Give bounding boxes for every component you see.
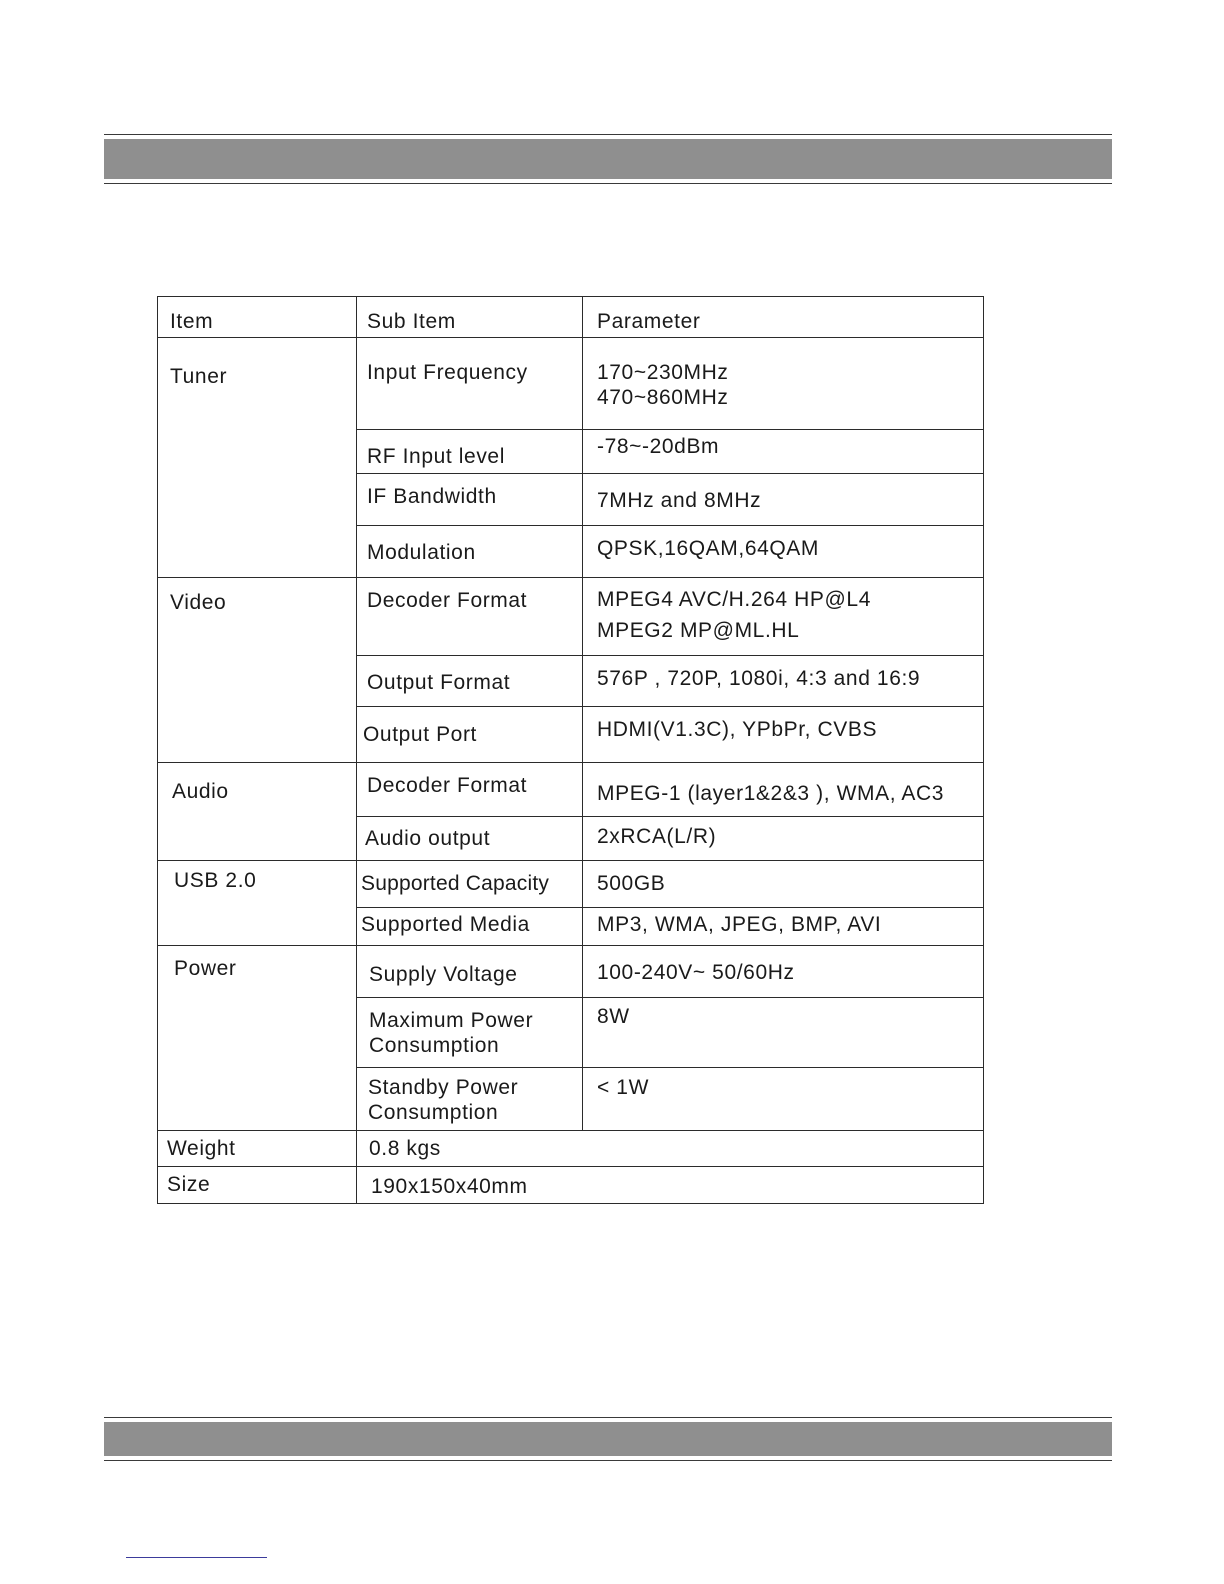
sub-item-cell: [357, 578, 583, 656]
header-cell-sub-item: [357, 297, 583, 338]
sub-item-cell: [357, 707, 583, 763]
parameter-value: QPSK,16QAM,64QAM: [597, 537, 820, 560]
group-label-usb: USB 2.0: [174, 869, 257, 892]
sub-item-label: IF Bandwidth: [367, 485, 497, 508]
value-cell-weight: [357, 1131, 984, 1167]
sub-item-cell: [357, 656, 583, 707]
header-item-label: Item: [170, 310, 214, 333]
sub-item-label: Decoder Format: [367, 774, 528, 797]
sub-item-cell: [357, 474, 583, 526]
table-row: [158, 1167, 984, 1204]
group-label-video: Video: [170, 591, 227, 614]
group-label-power: Power: [174, 957, 237, 980]
parameter-cell: [583, 763, 984, 817]
sub-item-cell: [357, 998, 583, 1068]
table-header-row: [158, 297, 984, 338]
sub-item-cell: [357, 763, 583, 817]
weight-value: 0.8 kgs: [369, 1137, 441, 1160]
parameter-cell: [583, 430, 984, 474]
parameter-value: MPEG4 AVC/H.264 HP@L4 MPEG2 MP@ML.HL: [597, 588, 871, 642]
table-row: [158, 763, 984, 817]
sub-item-label: Supported Media: [361, 913, 530, 936]
table-row: [158, 861, 984, 908]
header-parameter-label: Parameter: [597, 310, 701, 333]
group-label-weight: Weight: [167, 1137, 236, 1160]
footer-rule-top: [104, 1417, 1112, 1418]
header-rule-bottom: [104, 183, 1112, 184]
parameter-cell: [583, 817, 984, 861]
sub-item-label: Standby Power Consumption: [368, 1076, 519, 1124]
sub-item-cell: [357, 946, 583, 998]
sub-item-label: Modulation: [367, 541, 476, 564]
value-cell-size: [357, 1167, 984, 1204]
sub-item-label: Output Port: [363, 723, 477, 746]
specification-table: [157, 296, 984, 1204]
group-label-audio: Audio: [172, 780, 229, 803]
sub-item-cell: [357, 908, 583, 946]
parameter-cell: [583, 908, 984, 946]
parameter-cell: [583, 338, 984, 430]
parameter-cell: [583, 656, 984, 707]
group-cell-power: [158, 946, 357, 1131]
parameter-value: 576P , 720P, 1080i, 4:3 and 16:9: [597, 667, 921, 690]
parameter-value: -78~-20dBm: [597, 435, 720, 458]
table-row: [158, 578, 984, 656]
sub-item-cell: [357, 1068, 583, 1131]
parameter-value: 8W: [597, 1005, 630, 1028]
sub-item-label: Supported Capacity: [361, 872, 550, 895]
group-cell-weight: [158, 1131, 357, 1167]
sub-item-label: RF Input level: [367, 445, 505, 468]
header-bar: [104, 139, 1112, 179]
parameter-value: MP3, WMA, JPEG, BMP, AVI: [597, 913, 882, 936]
parameter-cell: [583, 578, 984, 656]
header-cell-parameter: [583, 297, 984, 338]
parameter-cell: [583, 474, 984, 526]
group-cell-tuner: [158, 338, 357, 578]
group-label-size: Size: [167, 1173, 211, 1196]
sub-item-cell: [357, 526, 583, 578]
sub-item-cell: [357, 430, 583, 474]
table-row: [158, 1131, 984, 1167]
footer-band: [104, 1417, 1112, 1461]
header-band: [104, 134, 1112, 184]
group-cell-audio: [158, 763, 357, 861]
group-cell-size: [158, 1167, 357, 1204]
sub-item-label: Decoder Format: [367, 589, 528, 612]
parameter-value: MPEG-1 (layer1&2&3 ), WMA, AC3: [597, 782, 945, 805]
parameter-value: HDMI(V1.3C), YPbPr, CVBS: [597, 718, 878, 741]
sub-item-cell: [357, 338, 583, 430]
parameter-cell: [583, 861, 984, 908]
header-sub-item-label: Sub Item: [367, 310, 456, 333]
group-cell-video: [158, 578, 357, 763]
header-rule-top: [104, 134, 1112, 135]
table-row: [158, 946, 984, 998]
parameter-cell: [583, 998, 984, 1068]
parameter-value: 2xRCA(L/R): [597, 825, 717, 848]
group-label-tuner: Tuner: [170, 365, 228, 388]
footer-bar: [104, 1422, 1112, 1456]
footer-link-underline: [126, 1557, 267, 1558]
parameter-cell: [583, 526, 984, 578]
sub-item-cell: [357, 861, 583, 908]
group-cell-usb: [158, 861, 357, 946]
header-cell-item: [158, 297, 357, 338]
parameter-value: < 1W: [597, 1076, 649, 1099]
size-value: 190x150x40mm: [371, 1175, 528, 1198]
parameter-value: 7MHz and 8MHz: [597, 489, 762, 512]
sub-item-label: Audio output: [365, 827, 491, 850]
sub-item-label: Input Frequency: [367, 361, 528, 384]
parameter-value: 500GB: [597, 872, 666, 895]
parameter-cell: [583, 946, 984, 998]
parameter-cell: [583, 1068, 984, 1131]
footer-rule-bottom: [104, 1460, 1112, 1461]
sub-item-label: Output Format: [367, 671, 511, 694]
sub-item-label: Supply Voltage: [369, 963, 518, 986]
table-row: [158, 338, 984, 430]
sub-item-label: Maximum Power Consumption: [369, 1009, 534, 1057]
parameter-value: 170~230MHz 470~860MHz: [597, 361, 729, 409]
sub-item-cell: [357, 817, 583, 861]
parameter-value: 100-240V~ 50/60Hz: [597, 961, 795, 984]
parameter-cell: [583, 707, 984, 763]
